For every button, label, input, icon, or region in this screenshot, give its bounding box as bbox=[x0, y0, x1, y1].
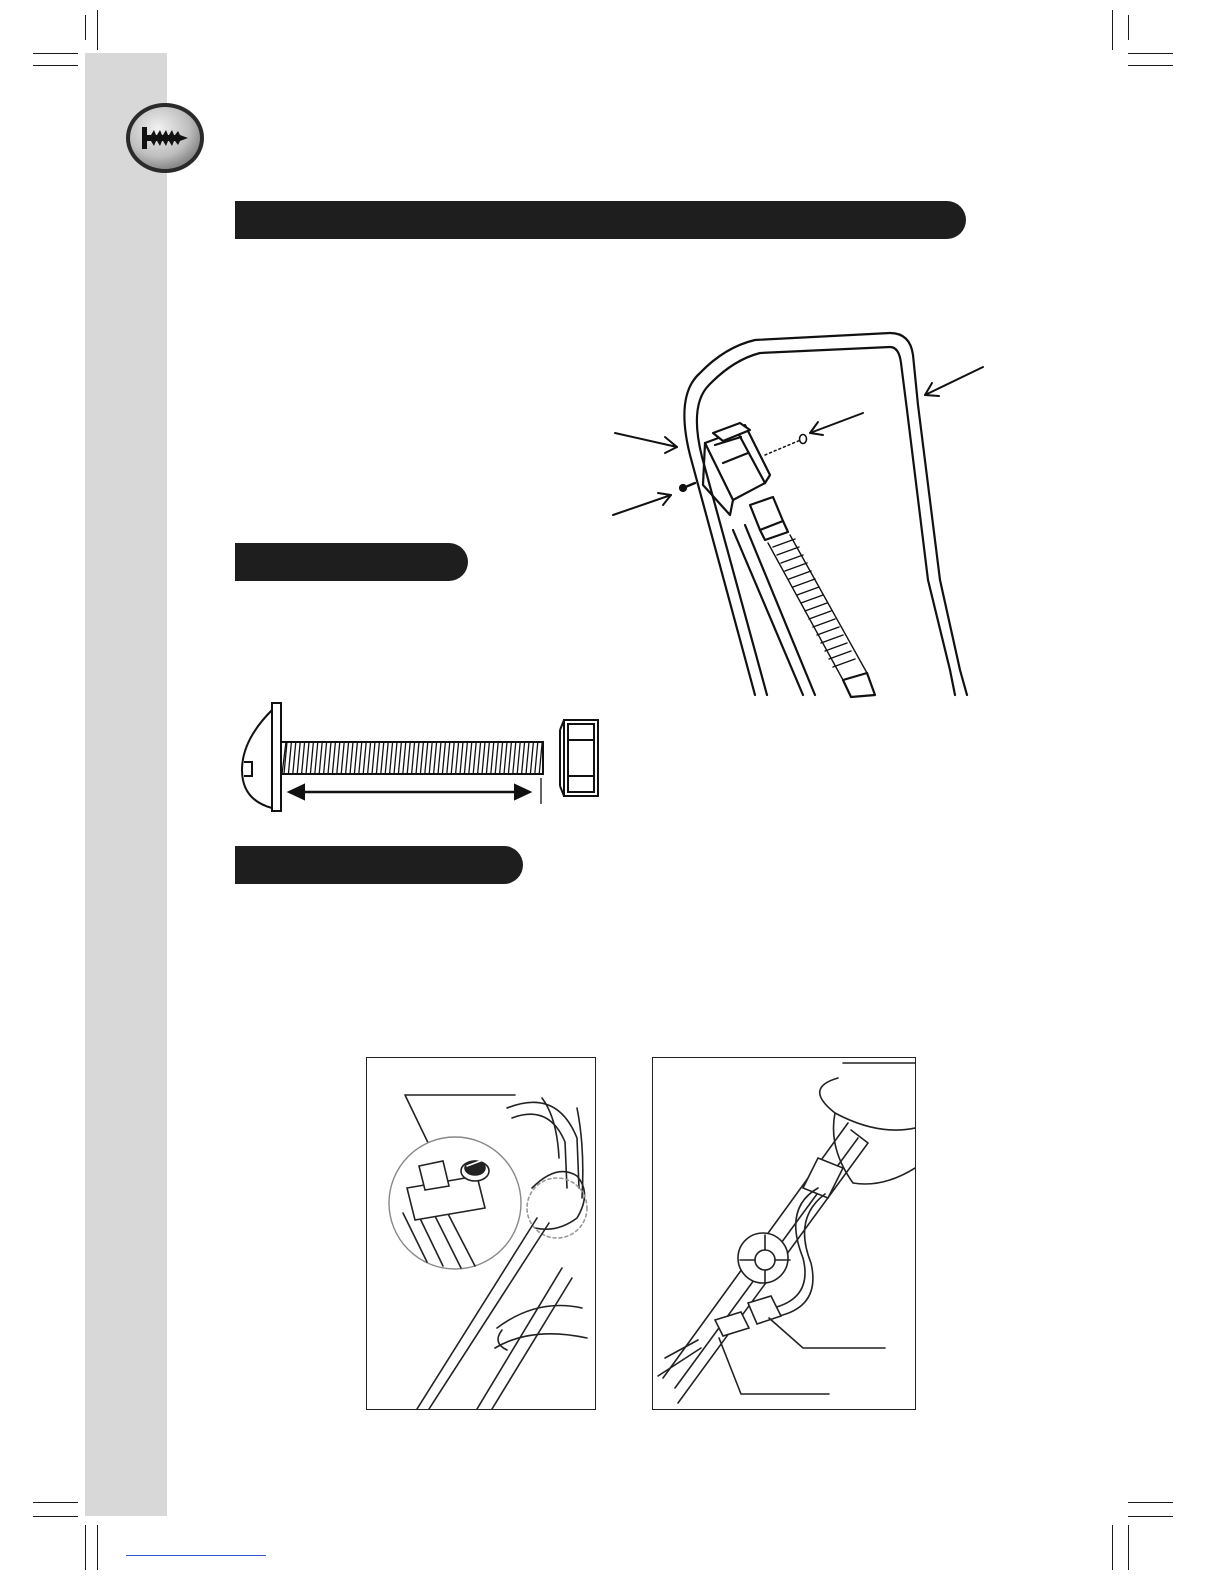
section-heading-banner bbox=[235, 201, 966, 239]
side-tab bbox=[85, 53, 167, 1516]
parts-heading-banner bbox=[235, 543, 468, 581]
screw-icon bbox=[124, 101, 206, 175]
handle-assembly-diagram bbox=[605, 325, 1045, 700]
cable-clip-closeup-panel bbox=[366, 1057, 596, 1410]
footer-link-underline bbox=[126, 1555, 266, 1556]
bolt-and-nut-diagram bbox=[230, 700, 610, 820]
cable-connection-panel bbox=[652, 1057, 916, 1410]
steps-heading-banner bbox=[235, 846, 523, 884]
